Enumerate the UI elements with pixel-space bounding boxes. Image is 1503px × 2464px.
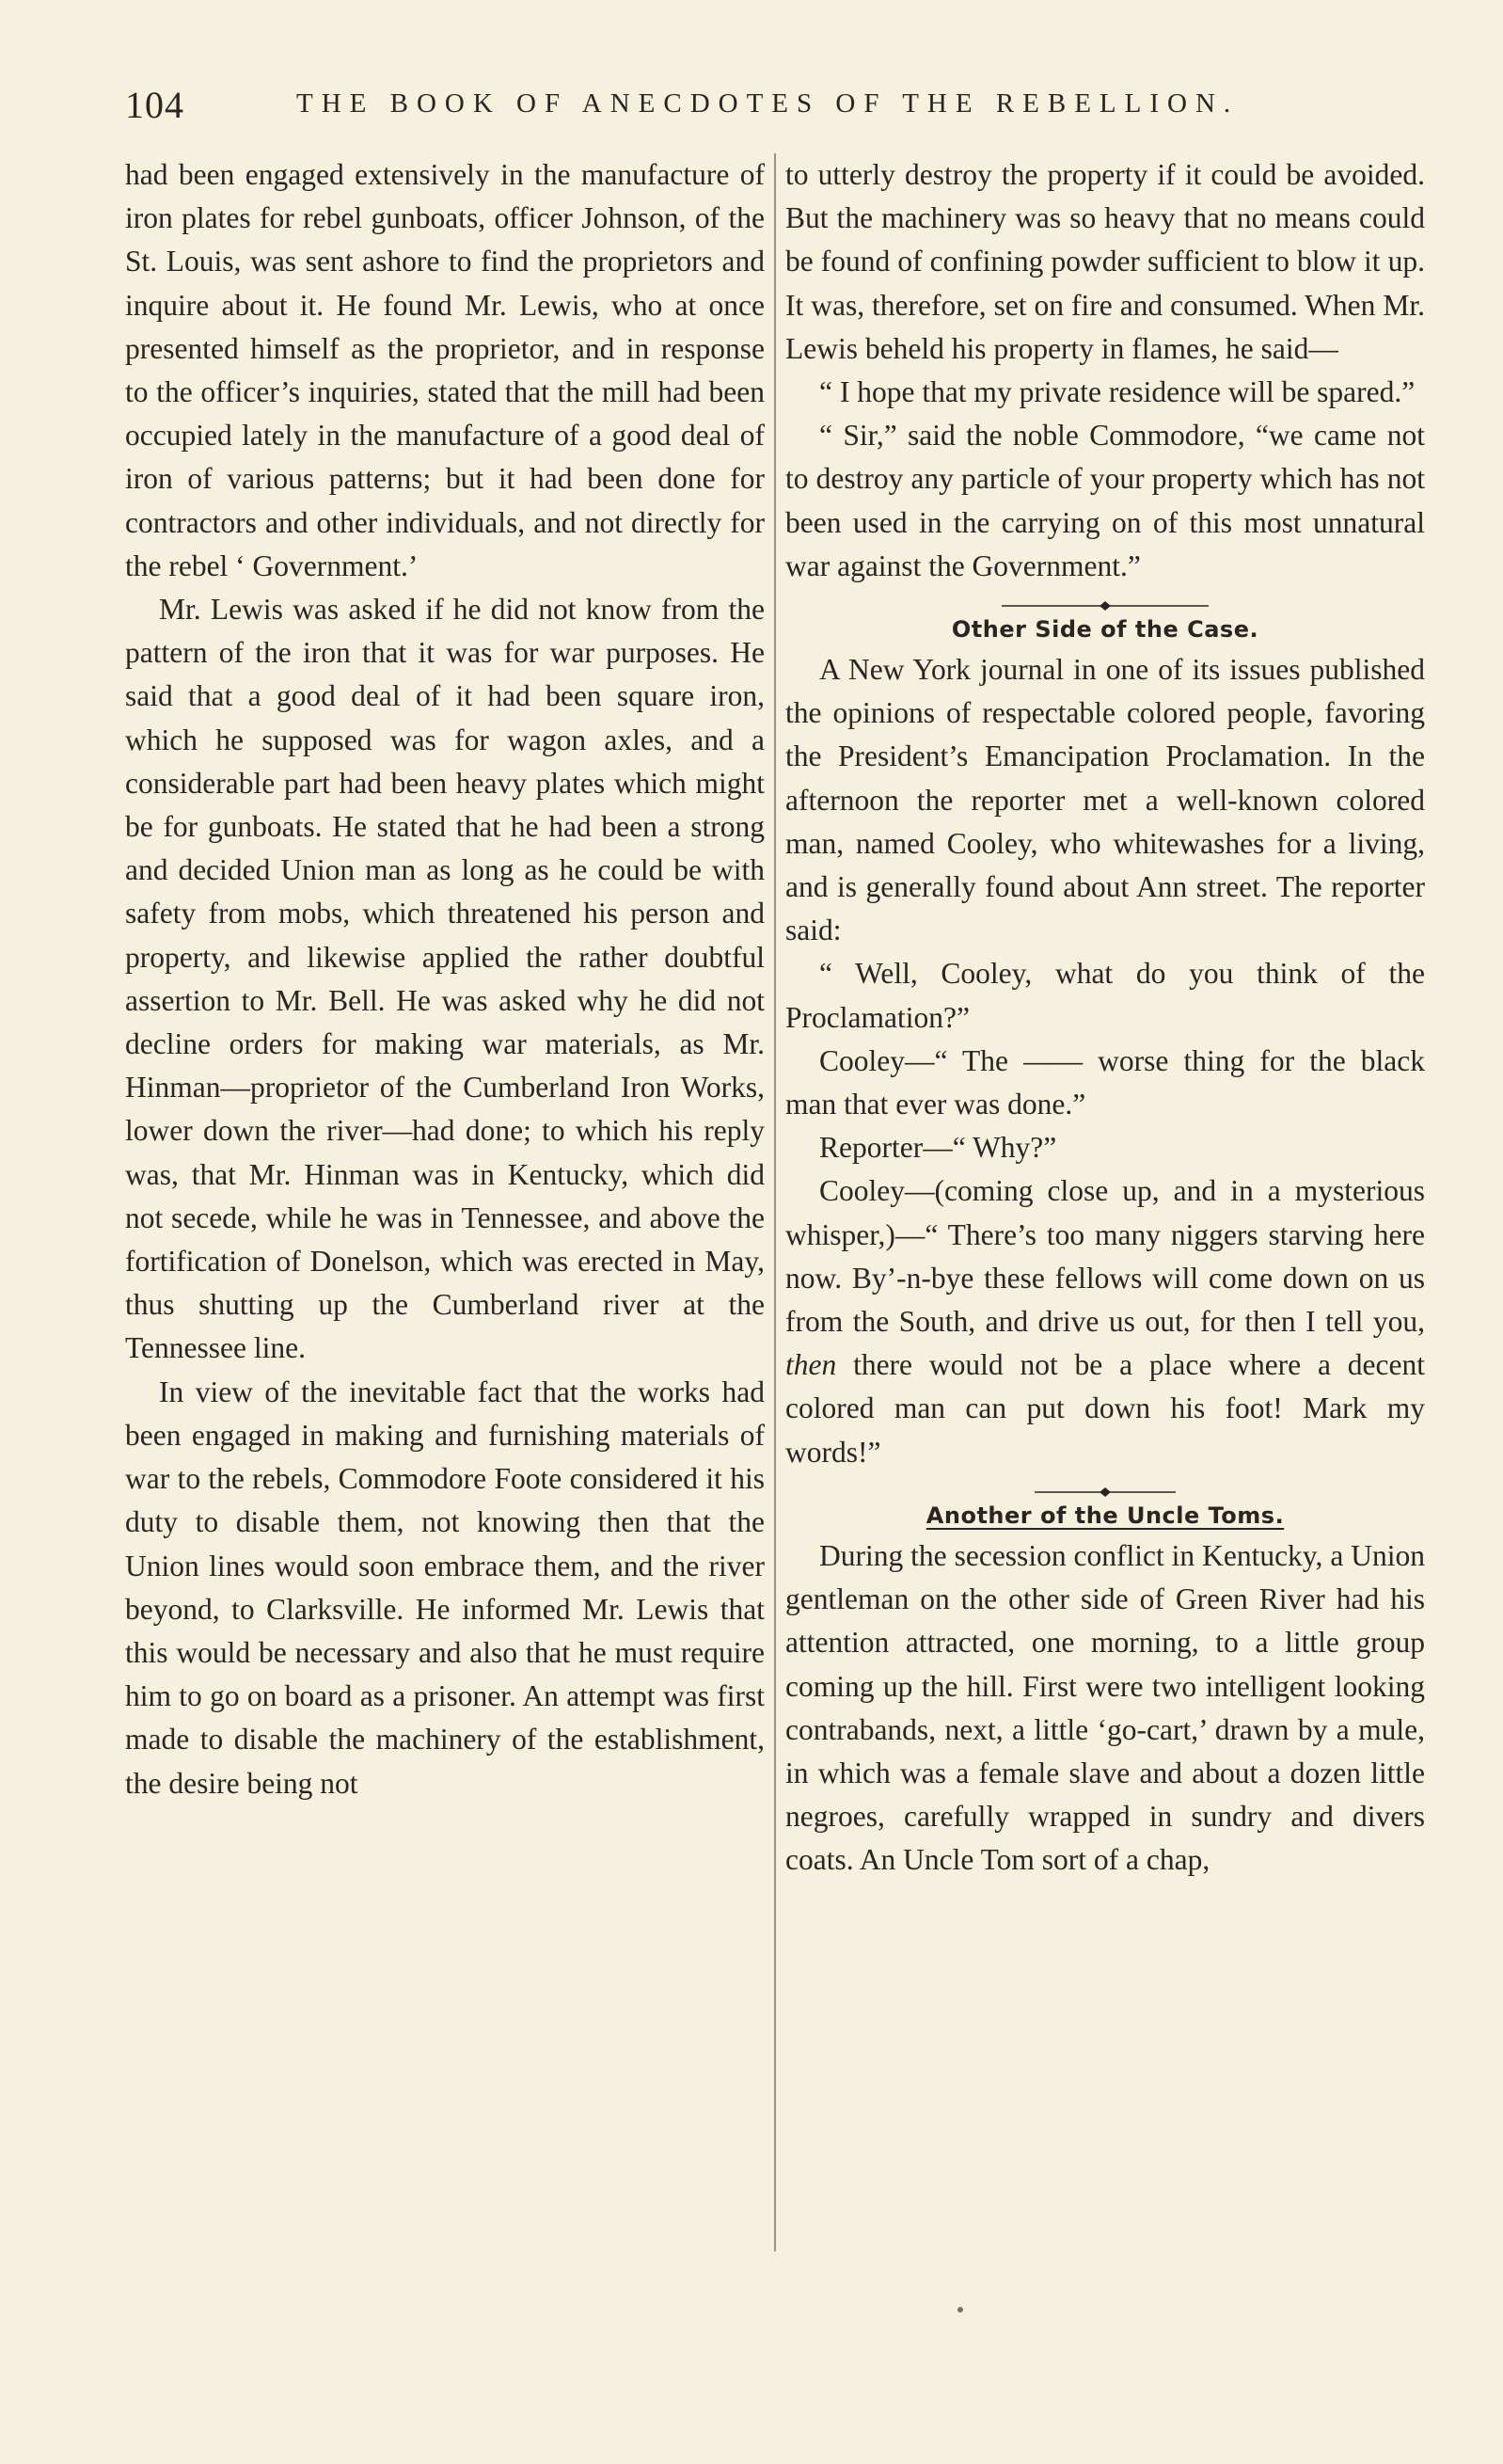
running-header (125, 83, 1291, 139)
running-title: THE BOOK OF ANECDOTES OF THE REBELLION. (296, 88, 1240, 119)
paragraph: During the secession conflict in Kentucky, a Union gentleman on the other side of Green River had his attention attracted, one morning, to a little group coming up the hill. First were two intelligent looking contrabands, next, a little ‘go-cart,’ drawn by a mule, in which was a female slave and about a dozen little negroes, carefully wrapped in sundry and divers coats. An Uncle Tom sort of a chap, (785, 1538, 1425, 1877)
paragraph (785, 1169, 1425, 1473)
paragraph: to utterly destroy the property if it could be avoided. But the machinery was so heavy that no means could be found of confining powder sufficient to blow it up. It was, therefore, set on fire and consumed. When Mr. Lewis beheld his property in flames, he said— (785, 158, 1425, 365)
paragraph: “ Well, Cooley, what do you think of the Proclamation?” (785, 957, 1425, 1034)
paragraph: had been engaged extensively in the manufacture of iron plates for rebel gunboats, officer Johnson, of the St. Louis, was sent ashore to find the proprietors and inquire about it. He found Mr. Lewis, who at once presented himself as the proprietor, and in response to the officer’s inquiries, stated that the mill had been occupied lately in the manufacture of a good deal of iron of various patterns; but it had been done for contractors and other individuals, and not directly for the rebel ‘ Government.’ (125, 158, 765, 582)
paragraph: Cooley—“ The —— worse thing for the black man that ever was done.” (785, 1043, 1425, 1121)
paragraph: A New York journal in one of its issues published the opinions of respectable colored people, favoring the President’s Emancipation Proclamation. In the afternoon the reporter met a well-known colored man, named Cooley, who whitewashes for a living, and is generally found about Ann street. The reporter said: (785, 653, 1425, 947)
page-number: 104 (125, 84, 184, 126)
paragraph: Mr. Lewis was asked if he did not know from the pattern of the iron that it was for war purposes. He said that a good deal of it had been square iron, which he supposed was for wagon axles, and a considerable part had been heavy plates which might be for gunboats. He stated that he had been a strong and decided Union man as long as he could be with safety from mobs, which threatened his person and property, and likewise applied the rather doubtful assertion to Mr. Bell. He was asked why he did not decline orders for making war materials, as Mr. Hinman—proprietor of the Cumberland Iron Works, lower down the river—had done; to which his reply was, that Mr. Hinman was in Kentucky, which did not secede, while he was in Tennessee, and above the fortification of Donelson, which was erected in May, thus shutting up the Cumberland river at the Tennessee line. (125, 593, 765, 1365)
emphasized-word: then (785, 1348, 837, 1382)
section-heading: Another of the Uncle Toms. (926, 1502, 1285, 1529)
paragraph-text: Cooley—(coming close up, and in a mysterious whisper,)—“ There’s too many niggers starving here now. By’-n-bye these fellows will come down on us from the South, and drive us out, for then I tell you, (785, 1174, 1425, 1339)
right-column (785, 153, 1425, 1883)
paragraph: “ Sir,” said the noble Commodore, “we came not to destroy any particle of your property which has not been used in the carrying on of this most unnatural war against the Government.” (785, 419, 1425, 582)
paragraph-text: there would not be a place where a decent colored man can put down his foot! Mark my words!” (785, 1348, 1425, 1469)
ink-speck (957, 2307, 963, 2313)
section-heading: Other Side of the Case. (951, 616, 1259, 644)
paragraph: “ I hope that my private residence will be spared.” (819, 375, 1416, 409)
column-divider (774, 153, 776, 2251)
paragraph: Reporter—“ Why?” (819, 1131, 1057, 1165)
paragraph: In view of the inevitable fact that the works had been engaged in making and furnishing materials of war to the rebels, Commodore Foote considered it his duty to disable them, not knowing then that the Union lines would soon embrace them, and the river beyond, to Clarksville. He informed Mr. Lewis that this would be necessary and also that he must require him to go on board as a prisoner. An attempt was first made to disable the machinery of the establishment, the desire being not (125, 1375, 765, 1800)
left-column (125, 153, 765, 1805)
section-divider-ornament (1035, 1486, 1176, 1499)
section-divider-ornament (1002, 599, 1209, 612)
